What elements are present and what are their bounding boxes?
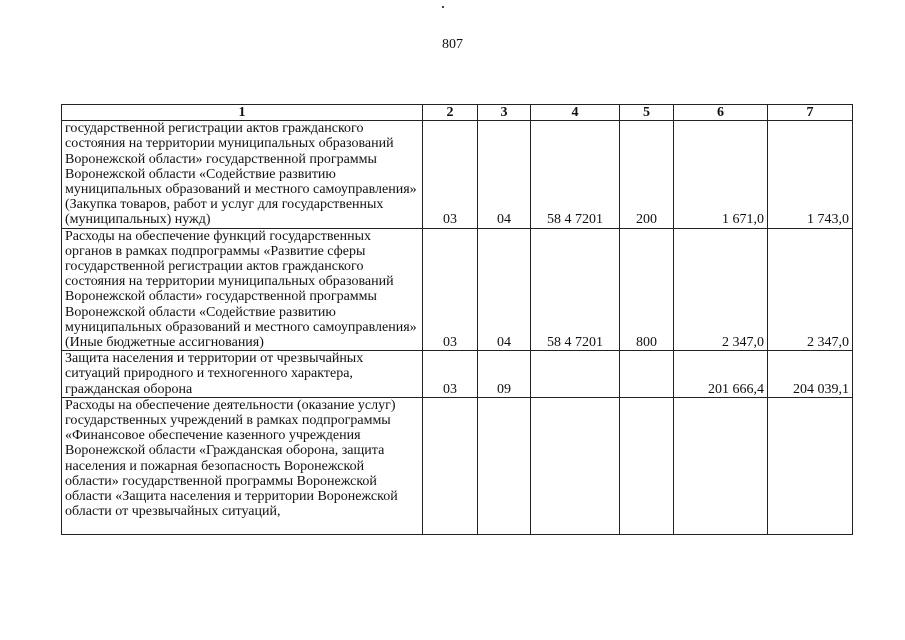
cell-subsection: 04 [478,228,531,351]
col-header-1: 1 [62,105,423,121]
cell-amount-1 [674,397,768,534]
cell-section: 03 [423,121,478,228]
cell-section: 03 [423,228,478,351]
row-description: Расходы на обеспечение функций государственных органов в рамках подпрограммы «Развитие сферы государственной регистрации актов гражданского состояния на территории муниципальных образований Воронежской области» государственной программы Воронежской области «Содействие развитию муниципальных образований и местного самоуправления» (Иные бюджетные ассигнования) [62,228,423,351]
row-description: государственной регистрации актов гражданского состояния на территории муниципальных образований Воронежской области» государственной программы Воронежской области «Содействие развитию муниципальных образований и местного самоуправления» (Закупка товаров, работ и услуг для государственных (муниципальных) нужд) [62,121,423,228]
cell-amount-2: 204 039,1 [768,351,853,398]
table-row [62,397,853,534]
cell-section [423,397,478,534]
cell-expense-type [620,351,674,398]
scan-speck [442,6,444,8]
cell-target-code [531,351,620,398]
col-header-7: 7 [768,105,853,121]
cell-amount-2: 2 347,0 [768,228,853,351]
row-description-cell [62,397,423,534]
cell-expense-type [620,397,674,534]
cell-amount-2: 1 743,0 [768,121,853,228]
table-row [62,228,853,351]
table-row [62,121,853,228]
cell-amount-1: 1 671,0 [674,121,768,228]
col-header-2: 2 [423,105,478,121]
cell-section: 03 [423,351,478,398]
cell-subsection: 04 [478,121,531,228]
col-header-6: 6 [674,105,768,121]
row-description: Защита населения и территории от чрезвычайных ситуаций природного и техногенного характера, гражданская оборона [62,351,423,398]
cell-amount-1: 2 347,0 [674,228,768,351]
header-row [62,105,853,121]
page-number: 807 [442,37,463,52]
cell-subsection: 09 [478,351,531,398]
cell-amount-1: 201 666,4 [674,351,768,398]
cell-expense-type: 200 [620,121,674,228]
row-description: Расходы на обеспечение деятельности (оказание услуг) государственных учреждений в рамках подпрограммы «Финансовое обеспечение казенного учреждения Воронежской области «Гражданская оборона, защита населения и пожарная безопасность Воронежской области» государственной программы Воронежской области «Защита населения и территории Воронежской области от чрезвычайных ситуаций, [65,397,398,520]
cell-subsection [478,397,531,534]
cell-target-code: 58 4 7201 [531,121,620,228]
cell-target-code [531,397,620,534]
col-header-5: 5 [620,105,674,121]
col-header-3: 3 [478,105,531,121]
cell-expense-type: 800 [620,228,674,351]
budget-table [61,104,853,535]
col-header-4: 4 [531,105,620,121]
cell-target-code: 58 4 7201 [531,228,620,351]
table-row [62,351,853,398]
cell-amount-2 [768,397,853,534]
